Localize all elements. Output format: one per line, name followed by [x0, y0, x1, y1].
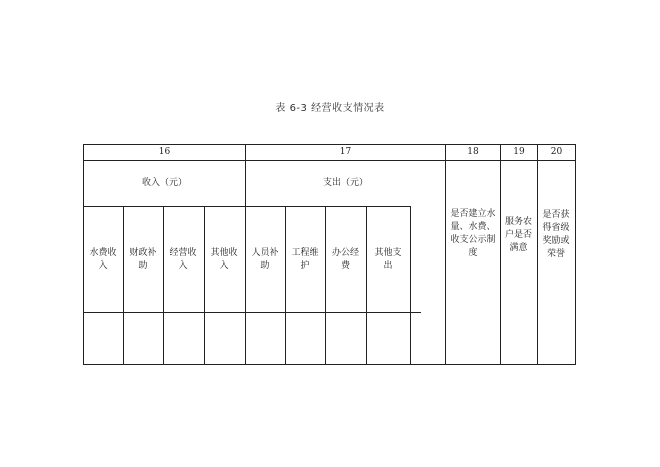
header-col-19: 服务农户是否满意	[504, 216, 532, 253]
income-col-subsidy: 财政补助	[129, 248, 157, 271]
grid-line	[445, 144, 446, 365]
grid-line	[204, 206, 205, 365]
grid-line	[83, 312, 421, 313]
expense-col-personnel: 人员补助	[251, 248, 279, 271]
income-col-other: 其他收入	[210, 248, 238, 271]
header-col-18: 是否建立水量、水费、收支公示制度	[450, 209, 496, 258]
grid-line	[537, 144, 538, 365]
grid-line	[500, 144, 501, 365]
grid-line	[163, 206, 164, 365]
income-col-operating: 经营收入	[169, 248, 197, 271]
grid-line	[366, 206, 367, 365]
col-number-17: 17	[339, 147, 352, 157]
col-number-20: 20	[550, 147, 563, 157]
expense-col-other: 其他支出	[374, 248, 402, 271]
col-number-16: 16	[158, 147, 171, 157]
table-title: 表 6-3 经营收支情况表	[275, 103, 385, 114]
grid-line	[575, 144, 576, 365]
grid-line	[83, 206, 411, 207]
grid-line	[83, 364, 576, 365]
expense-group-header: 支出（元）	[322, 178, 368, 188]
header-col-20: 是否获得省级奖励或荣誉	[542, 210, 570, 259]
grid-line	[285, 206, 286, 365]
income-col-water-fee: 水费收入	[89, 248, 117, 271]
grid-line	[123, 206, 124, 365]
expense-col-maintenance: 工程维护	[291, 248, 319, 271]
income-group-header: 收入（元）	[141, 178, 187, 188]
col-number-18: 18	[467, 147, 479, 157]
grid-line	[410, 206, 411, 365]
expense-col-office: 办公经费	[331, 248, 359, 271]
col-number-19: 19	[513, 147, 525, 157]
grid-line	[325, 206, 326, 365]
